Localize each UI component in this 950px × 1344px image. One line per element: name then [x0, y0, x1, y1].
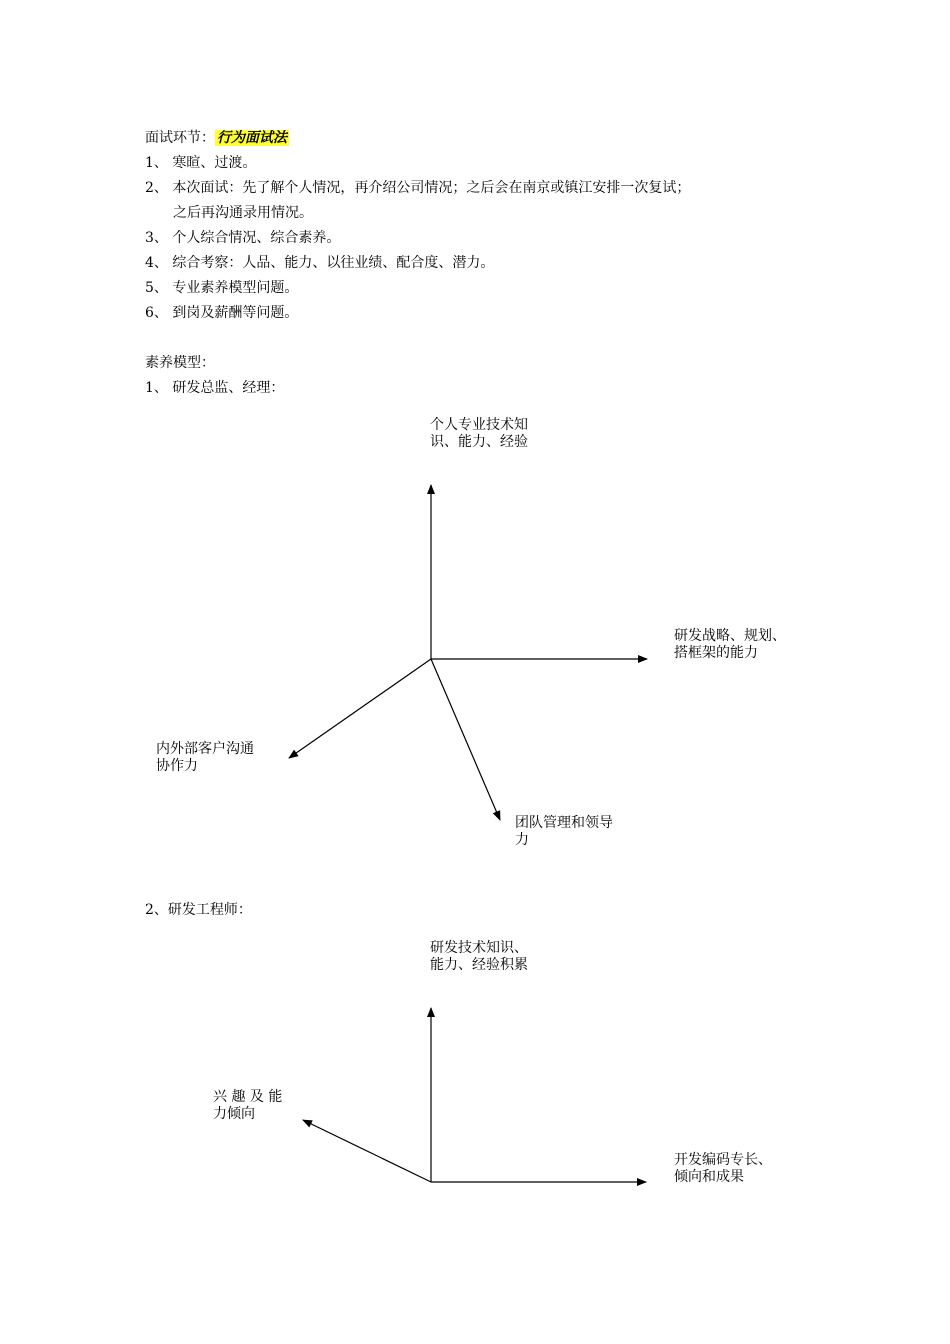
model-section-title: 素养模型： [145, 355, 215, 371]
model2-top-label: 研发技术知识、 能力、经验积累 [430, 940, 528, 973]
step-4: 4、 综合考察：人品、能力、以往业绩、配合度、潜力。 [145, 255, 495, 271]
model1-left-arrow [289, 659, 431, 758]
step-3: 3、 个人综合情况、综合素养。 [145, 230, 341, 246]
model1-bottom-label: 团队管理和领导 力 [515, 815, 613, 848]
model2-title: 2、研发工程师： [145, 902, 252, 918]
heading-prefix: 面试环节： [145, 130, 215, 146]
model1-right-label: 研发战略、规划、 搭框架的能力 [674, 628, 786, 661]
model1-title: 1、 研发总监、经理： [145, 380, 285, 396]
model1-down-arrow [431, 659, 500, 820]
model2-left-label: 兴 趣 及 能 力倾向 [213, 1089, 283, 1122]
model1-top-label: 个人专业技术知 识、能力、经验 [430, 417, 528, 450]
step-1: 1、 寒暄、过渡。 [145, 155, 257, 171]
model1-left-label: 内外部客户沟通 协作力 [156, 741, 254, 774]
model2-left-arrow [303, 1120, 431, 1182]
model2-right-label: 开发编码专长、 倾向和成果 [674, 1152, 772, 1185]
step-5: 5、 专业素养模型问题。 [145, 280, 299, 296]
step-6: 6、 到岗及薪酬等问题。 [145, 305, 299, 321]
step-2: 2、 本次面试：先了解个人情况，再介绍公司情况；之后会在南京或镇江安排一次复试； [145, 180, 691, 196]
highlighted-method: 行为面试法 [217, 130, 287, 146]
step-2-continuation: 之后再沟通录用情况。 [173, 205, 313, 221]
